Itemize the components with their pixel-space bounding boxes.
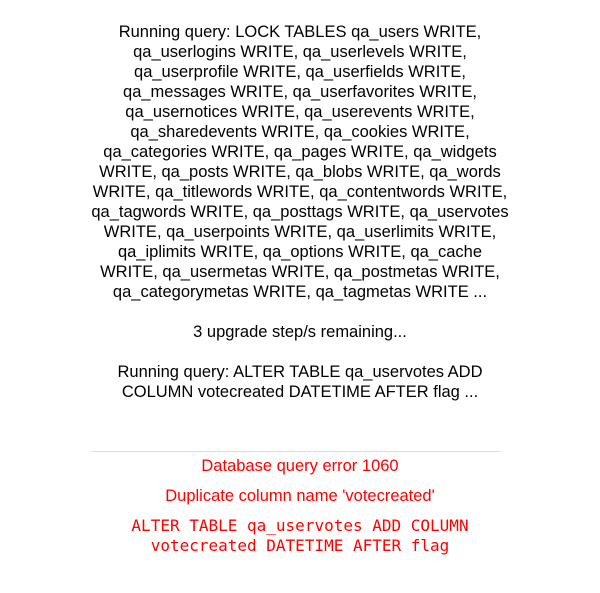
error-title: Database query error 1060 — [201, 457, 399, 475]
error-message: Duplicate column name 'votecreated' — [165, 487, 435, 505]
upgrade-log — [90, 22, 510, 422]
steps-remaining-text: 3 upgrade step/s remaining... — [193, 323, 407, 341]
divider — [92, 451, 500, 452]
error-sql-statement: ALTER TABLE qa_uservotes ADD COLUMN votecreated DATETIME AFTER flag — [131, 516, 469, 555]
lock-tables-query-text: Running query: LOCK TABLES qa_users WRITE, qa_userlogins WRITE, qa_userlevels WRITE, qa_userprofile WRITE, qa_userfields WRITE, qa_messages WRITE, qa_userfavorites WRITE, qa_usernotices WRITE, qa_userevents WRITE, qa_sharedevents WRITE, qa_cookies WRITE, qa_categories WRITE, qa_pages WRITE, qa_widgets WRITE, qa_posts WRITE, qa_blobs WRITE, qa_words WRITE, qa_titlewords WRITE, qa_contentwords WRITE, qa_tagwords WRITE, qa_posttags WRITE, qa_uservotes WRITE, qa_userpoints WRITE, qa_userlimits WRITE, qa_iplimits WRITE, qa_options WRITE, qa_cache WRITE, qa_usermetas WRITE, qa_postmetas WRITE, qa_categorymetas WRITE, qa_tagmetas WRITE ... — [91, 23, 509, 301]
alter-table-query-text: Running query: ALTER TABLE qa_uservotes ADD COLUMN votecreated DATETIME AFTER flag ... — [117, 363, 483, 401]
